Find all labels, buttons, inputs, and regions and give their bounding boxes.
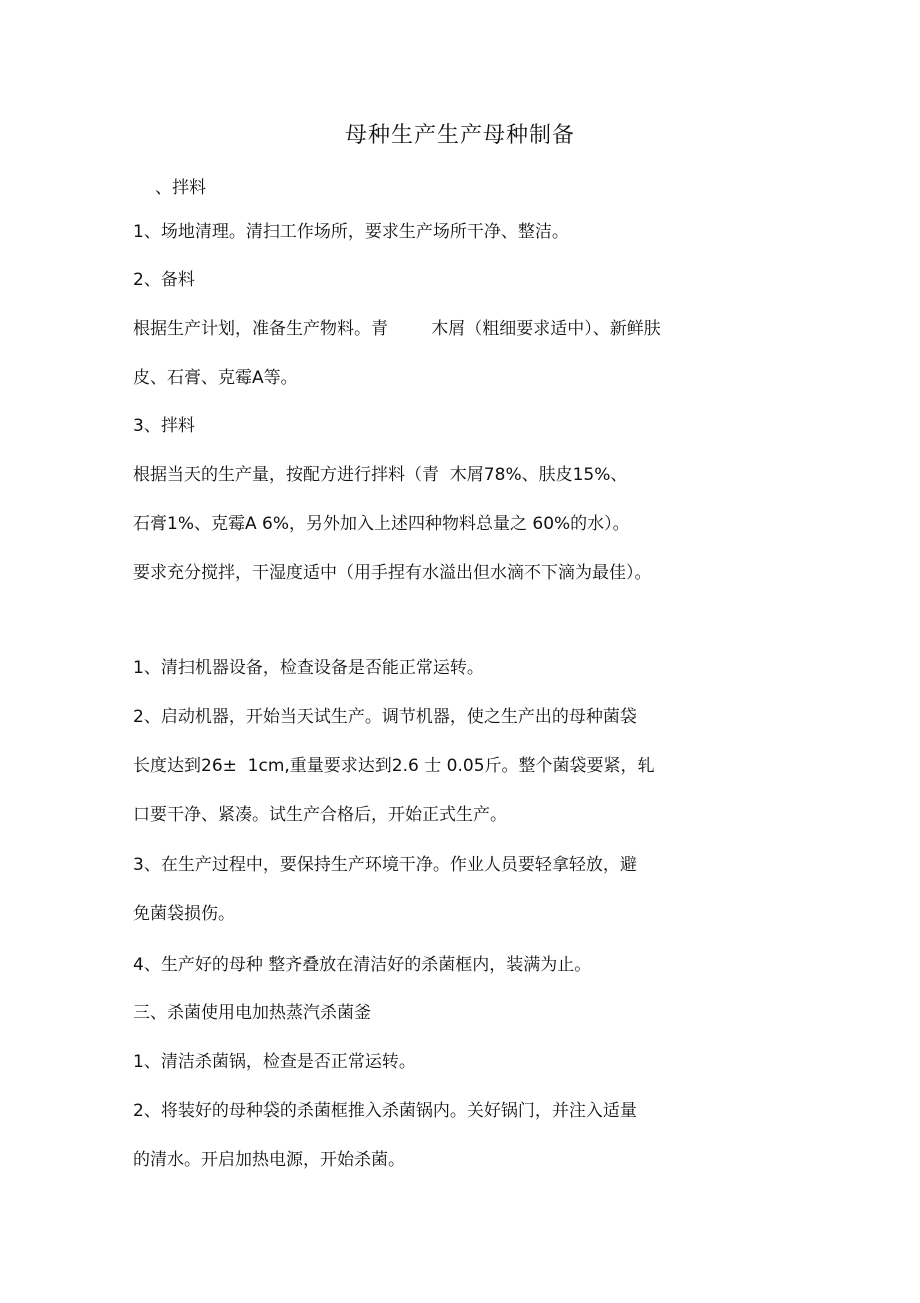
paragraph-line: 1、清洁杀菌锅，检查是否正常运转。 xyxy=(133,1052,416,1072)
paragraph-line: 3、拌料 xyxy=(133,416,195,436)
paragraph-line: 根据当天的生产量，按配方进行拌料（青 木屑78%、肤皮15%、 xyxy=(133,465,628,485)
paragraph-line: 1、场地清理。清扫工作场所，要求生产场所干净、整洁。 xyxy=(133,222,569,242)
paragraph-line: 口要干净、紧凑。试生产合格后，开始正式生产。 xyxy=(133,805,507,825)
paragraph-line: 2、将装好的母种袋的杀菌框推入杀菌锅内。关好锅门，并注入适量 xyxy=(133,1101,637,1121)
paragraph-line: 2、启动机器，开始当天试生产。调节机器，使之生产出的母种菌袋 xyxy=(133,707,637,727)
paragraph-line: 要求充分搅拌，干湿度适中（用手捏有水溢出但水滴不下滴为最佳）。 xyxy=(133,563,652,583)
paragraph-line: 石膏1%、克霉A 6%，另外加入上述四种物料总量之 60%的水）。 xyxy=(133,514,630,534)
section-heading-sterilization: 三、杀菌使用电加热蒸汽杀菌釜 xyxy=(133,1003,371,1023)
paragraph-line: 皮、石膏、克霉A等。 xyxy=(133,368,298,388)
paragraph-line: 的清水。开启加热电源，开始杀菌。 xyxy=(133,1150,405,1170)
paragraph-line: 免菌袋损伤。 xyxy=(133,904,235,924)
paragraph-line: 长度达到26± 1cm,重量要求达到2.6 士 0.05斤。整个菌袋要紧，轧 xyxy=(133,756,655,776)
paragraph-line: 4、生产好的母种 整齐叠放在清洁好的杀菌框内，装满为止。 xyxy=(133,955,592,975)
paragraph-line: 根据生产计划，准备生产物料。青 木屑（粗细要求适中）、新鲜肤 xyxy=(133,319,661,339)
paragraph-line: 1、清扫机器设备，检查设备是否能正常运转。 xyxy=(133,658,484,678)
document-title: 母种生产生产母种制备 xyxy=(344,123,575,148)
section-heading-mixing: 、拌料 xyxy=(155,178,206,198)
paragraph-line: 2、备料 xyxy=(133,270,195,290)
paragraph-line: 3、在生产过程中，要保持生产环境干净。作业人员要轻拿轻放，避 xyxy=(133,855,637,875)
